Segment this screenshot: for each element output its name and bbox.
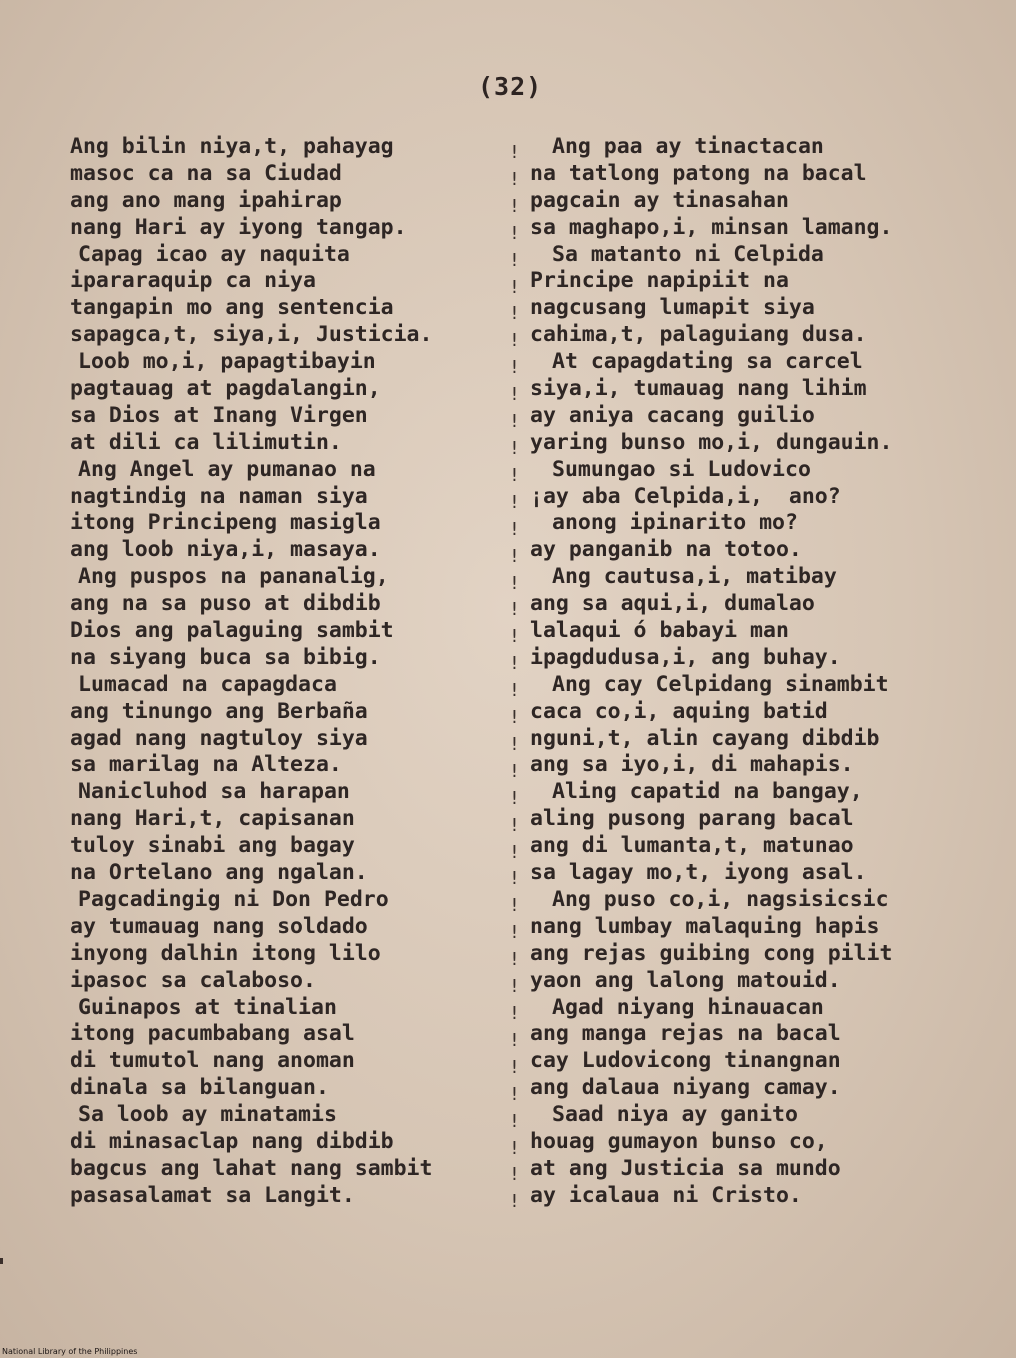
verse-line: ang sa iyo,i, di mahapis. [530, 752, 854, 778]
divider-mark: ! [509, 168, 520, 190]
divider-mark: ! [509, 249, 520, 271]
verse-line: Ang puso co,i, nagsisicsic [552, 886, 889, 912]
divider-mark: ! [509, 1029, 520, 1051]
verse-line: tuloy sinabi ang bagay [70, 833, 355, 859]
verse-line: Ang puspos na pananalig, [78, 564, 389, 590]
verse-line: Ang paa ay tinactacan [552, 134, 824, 159]
divider-mark: ! [509, 437, 520, 459]
verse-line: siya,i, tumauag nang lihim [530, 376, 867, 402]
verse-line: ¡ay aba Celpida,i, ano? [530, 483, 841, 509]
verse-line: masoc ca na sa Ciudad [70, 160, 342, 186]
divider-mark: ! [509, 1137, 520, 1159]
divider-mark: ! [509, 895, 520, 917]
divider-mark: ! [509, 787, 520, 809]
verse-line: Saad niya ay ganito [552, 1102, 798, 1128]
divider-mark: ! [509, 1164, 520, 1186]
divider-mark: ! [509, 599, 520, 621]
verse-line: Sa matanto ni Celpida [552, 241, 824, 267]
divider-mark: ! [509, 1083, 520, 1105]
verse-line: Ang Angel ay pumanao na [78, 456, 376, 482]
divider-mark: ! [509, 303, 520, 325]
divider-mark: ! [509, 868, 520, 890]
verse-line: at dili ca lilimutin. [70, 429, 342, 455]
verse-line: ang di lumanta,t, matunao [530, 833, 854, 859]
verse-line: ipasoc sa calaboso. [70, 967, 316, 993]
verse-line: nang Hari,t, capisanan [70, 806, 355, 832]
verse-line: Sumungao si Ludovico [552, 456, 811, 482]
divider-mark: ! [509, 491, 520, 513]
divider-mark: ! [509, 572, 520, 594]
divider-mark: ! [509, 1110, 520, 1132]
verse-line: sa marilag na Alteza. [70, 752, 342, 778]
verse-line: Dios ang palaguing sambit [70, 618, 394, 644]
verse-line: yaring bunso mo,i, dungauin. [530, 429, 893, 455]
divider-mark: ! [509, 142, 520, 163]
verse-line: ay tumauag nang soldado [70, 913, 368, 939]
verse-line: inyong dalhin itong lilo [70, 940, 381, 966]
verse-line: yaon ang lalong matouid. [530, 967, 841, 993]
verse-line: Aling capatid na bangay, [552, 779, 863, 805]
verse-line: di minasaclap nang dibdib [70, 1128, 394, 1154]
divider-mark: ! [509, 222, 520, 244]
divider-mark: ! [509, 1191, 520, 1213]
verse-line: na Ortelano ang ngalan. [70, 860, 368, 886]
verse-line: ipararaquip ca niya [70, 268, 316, 294]
divider-mark: ! [509, 195, 520, 217]
divider-mark: ! [509, 949, 520, 971]
verse-line: ang na sa puso at dibdib [70, 591, 381, 617]
divider-mark: ! [509, 653, 520, 675]
verse-line: Ang bilin niya,t, pahayag [70, 134, 394, 159]
divider-mark: ! [509, 976, 520, 998]
verse-line: nagtindig na naman siya [70, 483, 368, 509]
verse-line: itong Principeng masigla [70, 510, 381, 536]
verse-line: aling pusong parang bacal [530, 806, 854, 832]
verse-line: itong pacumbabang asal [70, 1021, 355, 1047]
verse-line: tangapin mo ang sentencia [70, 295, 394, 321]
verse-line: At capagdating sa carcel [552, 349, 863, 375]
divider-mark: ! [509, 276, 520, 298]
verse-line: ay aniya cacang guilio [530, 402, 815, 428]
divider-mark: ! [509, 464, 520, 486]
page-number: (32) [478, 72, 543, 101]
verse-line: ang ano mang ipahirap [70, 187, 342, 213]
verse-line: ang sa aqui,i, dumalao [530, 591, 815, 617]
verse-line: Ang cay Celpidang sinambit [552, 671, 889, 697]
divider-mark: ! [509, 760, 520, 782]
verse-line: na siyang buca sa bibig. [70, 644, 381, 670]
right-column [522, 134, 892, 1210]
divider-mark: ! [509, 518, 520, 540]
verse-line: ipagdudusa,i, ang buhay. [530, 644, 841, 670]
verse-line: dinala sa bilanguan. [70, 1075, 329, 1101]
verse-line: Pagcadingig ni Don Pedro [78, 886, 389, 912]
verse-line: nang Hari ay iyong tangap. [70, 214, 407, 240]
verse-line: pasasalamat sa Langit. [70, 1182, 355, 1208]
divider-mark: ! [509, 545, 520, 567]
divider-mark: ! [509, 707, 520, 729]
divider-mark: ! [509, 680, 520, 702]
verse-line: caca co,i, aquing batid [530, 698, 828, 724]
verse-line: ay panganib na totoo. [530, 537, 802, 563]
margin-mark [0, 1258, 3, 1264]
verse-line: Guinapos at tinalian [78, 994, 337, 1020]
verse-line: Lumacad na capagdaca [78, 671, 337, 697]
verse-line: nang lumbay malaquing hapis [530, 913, 880, 939]
column-divider [509, 140, 520, 1216]
verse-line: pagcain ay tinasahan [530, 187, 789, 213]
divider-mark: ! [509, 733, 520, 755]
verse-line: ang tinungo ang Berbaña [70, 698, 368, 724]
divider-mark: ! [509, 922, 520, 944]
verse-line: sa Dios at Inang Virgen [70, 402, 368, 428]
verse-line: sa maghapo,i, minsan lamang. [530, 214, 893, 240]
verse-line: nagcusang lumapit siya [530, 295, 815, 321]
library-footer: National Library of the Philippines [2, 1347, 138, 1356]
divider-mark: ! [509, 357, 520, 379]
divider-mark: ! [509, 1003, 520, 1024]
verse-line: anong ipinarito mo? [552, 510, 798, 536]
verse-line: cahima,t, palaguiang dusa. [530, 322, 867, 348]
verse-line: agad nang nagtuloy siya [70, 725, 368, 751]
verse-line: Principe napipiit na [530, 268, 789, 294]
verse-line: at ang Justicia sa mundo [530, 1155, 841, 1181]
verse-line: cay Ludovicong tinangnan [530, 1048, 841, 1074]
verse-line: sapagca,t, siya,i, Justicia. [70, 322, 433, 348]
verse-line: di tumutol nang anoman [70, 1048, 355, 1074]
verse-line: Capag icao ay naquita [78, 241, 350, 267]
verse-line: bagcus ang lahat nang sambit [70, 1155, 433, 1181]
divider-mark: ! [509, 626, 520, 648]
divider-mark: ! [509, 814, 520, 836]
verse-line: Loob mo,i, papagtibayin [78, 349, 376, 375]
verse-line: lalaqui ó babayi man [530, 618, 789, 644]
divider-mark: ! [509, 330, 520, 352]
verse-line: ang dalaua niyang camay. [530, 1075, 841, 1101]
verse-line: sa lagay mo,t, iyong asal. [530, 860, 867, 886]
verse-line: houag gumayon bunso co, [530, 1128, 828, 1154]
verse-line: ay icalaua ni Cristo. [530, 1182, 802, 1208]
left-column [70, 134, 432, 1210]
verse-line: na tatlong patong na bacal [530, 160, 867, 186]
verse-line: Agad niyang hinauacan [552, 994, 824, 1020]
divider-mark: ! [509, 841, 520, 863]
verse-line: pagtauag at pagdalangin, [70, 376, 381, 402]
verse-line: ang loob niya,i, masaya. [70, 537, 381, 563]
divider-mark: ! [509, 1056, 520, 1078]
verse-line: Sa loob ay minatamis [78, 1102, 337, 1128]
verse-line: ang manga rejas na bacal [530, 1021, 841, 1047]
divider-mark: ! [509, 384, 520, 406]
divider-mark: ! [509, 411, 520, 433]
verse-line: ang rejas guibing cong pilit [530, 940, 893, 966]
verse-line: Ang cautusa,i, matibay [552, 564, 837, 590]
verse-line: Nanicluhod sa harapan [78, 779, 350, 805]
verse-line: nguni,t, alin cayang dibdib [530, 725, 880, 751]
